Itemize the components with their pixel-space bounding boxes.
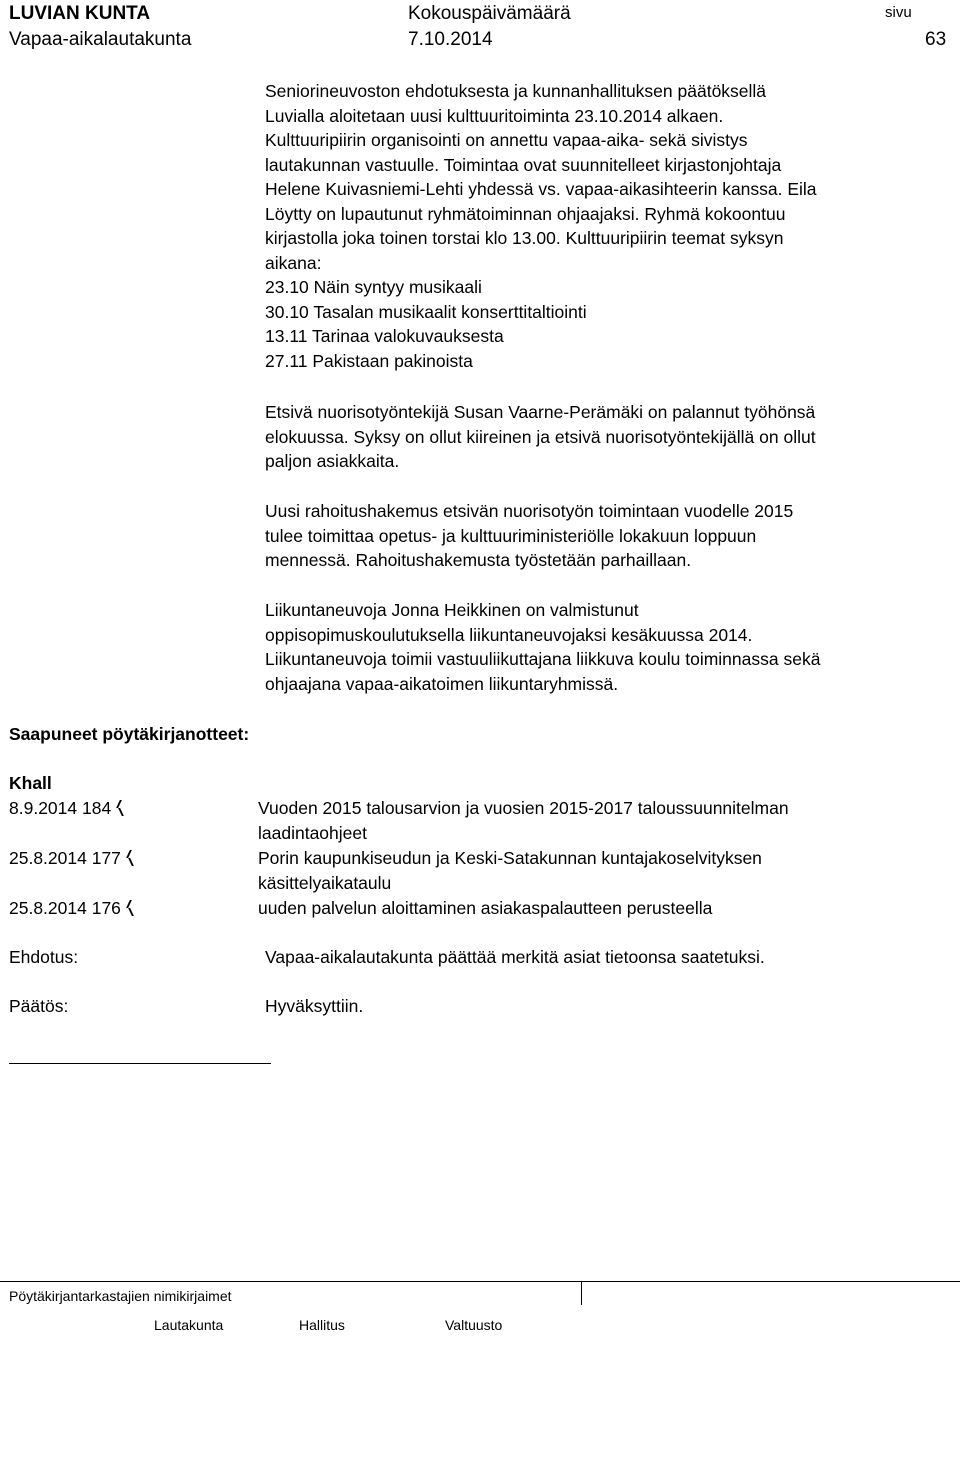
committee-name: Vapaa-aikalautakunta <box>9 29 192 50</box>
text-line: Uusi rahoitushakemus etsivän nuorisotyön toimintaan vuodelle 2015 <box>265 501 794 521</box>
text-line: oppisopimuskoulutuksella liikuntaneuvojaksi kesäkuussa 2014. <box>265 624 753 645</box>
text-line: elokuussa. Syksy on ollut kiireinen ja etsivä nuorisotyöntekijällä on ollut <box>265 426 816 447</box>
proposal-text: Vapaa-aikalautakunta päättää merkitä asiat tietoonsa saatetuksi. <box>265 947 765 967</box>
municipality-name: LUVIAN KUNTA <box>9 3 151 24</box>
text-line: Liikuntaneuvoja Jonna Heikkinen on valmistunut <box>265 600 639 620</box>
reference-text: 25.8.2014 176 <box>9 898 121 918</box>
text-line: Luvialla aloitetaan uusi kulttuuritoiminta 23.10.2014 alkaen. <box>265 105 724 126</box>
text-line: Seniorineuvoston ehdotuksesta ja kunnanhallituksen päätöksellä <box>265 81 767 101</box>
text-line: paljon asiakkaita. <box>265 451 400 471</box>
minutes-title <box>258 896 948 921</box>
footer-board: Hallitus <box>299 1317 345 1333</box>
culture-circle-paragraph <box>265 79 955 373</box>
text-line: mennessä. Rahoitushakemusta työstetään parhaillaan. <box>265 550 692 570</box>
footer-divider <box>581 1281 582 1305</box>
section-mark-icon <box>127 900 135 916</box>
text-line: lautakunnan vastuulle. Toimintaa ovat suunnitelleet kirjastonjohtaja <box>265 154 782 175</box>
text-line: Vuoden 2015 talousarvion ja vuosien 2015-2017 taloussuunnitelman <box>258 798 789 818</box>
minutes-title <box>258 796 948 845</box>
text-line: Etsivä nuorisotyöntekijä Susan Vaarne-Perämäki on palannut työhönsä <box>265 402 816 422</box>
proposal-label: Ehdotus: <box>9 947 79 967</box>
signatures-label: Pöytäkirjantarkastajien nimikirjaimet <box>9 1288 232 1304</box>
text-line: kirjastolla joka toinen torstai klo 13.00. Kulttuuripiirin teemat syksyn <box>265 228 784 248</box>
schedule-item: 27.11 Pakistaan pakinoista <box>265 350 473 371</box>
municipal-board-heading: Khall <box>9 773 52 793</box>
footer-committee: Lautakunta <box>154 1317 224 1333</box>
section-mark-icon <box>127 850 135 866</box>
reference-text: 8.9.2014 184 <box>9 798 112 818</box>
meeting-date: 7.10.2014 <box>408 29 493 50</box>
text-line: Löytty on lupautunut ryhmätoiminnan ohjaajaksi. Ryhmä kokoontuu <box>265 203 786 224</box>
page-number: 63 <box>925 29 947 50</box>
schedule-item: 30.10 Tasalan musikaalit konserttitaltiointi <box>265 301 587 322</box>
text-line: uuden palvelun aloittaminen asiakaspalautteen perusteella <box>258 898 713 918</box>
text-line: laadintaohjeet <box>258 822 367 843</box>
footer-council: Valtuusto <box>445 1317 503 1333</box>
text-line: Kulttuuripiirin organisointi on annettu vapaa-aika- sekä sivistys <box>265 130 748 150</box>
minutes-reference <box>9 896 135 921</box>
minutes-reference <box>9 796 125 821</box>
text-line: Helene Kuivasniemi-Lehti yhdessä vs. vapaa-aikasihteerin kanssa. Eila <box>265 179 817 199</box>
text-line: Porin kaupunkiseudun ja Keski-Satakunnan kuntajakoselvityksen <box>258 848 762 868</box>
reference-text: 25.8.2014 177 <box>9 848 121 868</box>
sports-advisor-paragraph <box>265 598 955 696</box>
funding-paragraph <box>265 499 955 573</box>
text-line: aikana: <box>265 252 322 273</box>
section-mark-icon <box>117 800 125 816</box>
youth-worker-paragraph <box>265 400 955 474</box>
text-line: ohjaajana vapaa-aikatoimen liikuntaryhmissä. <box>265 673 619 694</box>
decision-text: Hyväksyttiin. <box>265 996 364 1016</box>
text-line: tulee toimittaa opetus- ja kulttuuriministeriölle lokakuun loppuun <box>265 525 757 546</box>
received-minutes-heading: Saapuneet pöytäkirjanotteet: <box>9 724 250 744</box>
meeting-date-label: Kokouspäivämäärä <box>408 3 571 24</box>
text-line: Liikuntaneuvoja toimii vastuuliikuttajana liikkuva koulu toiminnassa sekä <box>265 649 821 669</box>
minutes-title <box>258 846 948 895</box>
page-label: sivu <box>885 4 912 21</box>
schedule-item: 23.10 Näin syntyy musikaali <box>265 277 482 297</box>
text-line: käsittelyaikataulu <box>258 872 392 893</box>
minutes-reference <box>9 846 135 871</box>
section-end-rule <box>9 1063 271 1064</box>
decision-label: Päätös: <box>9 996 69 1016</box>
footer-rule <box>0 1281 960 1282</box>
schedule-item: 13.11 Tarinaa valokuvauksesta <box>265 326 504 346</box>
